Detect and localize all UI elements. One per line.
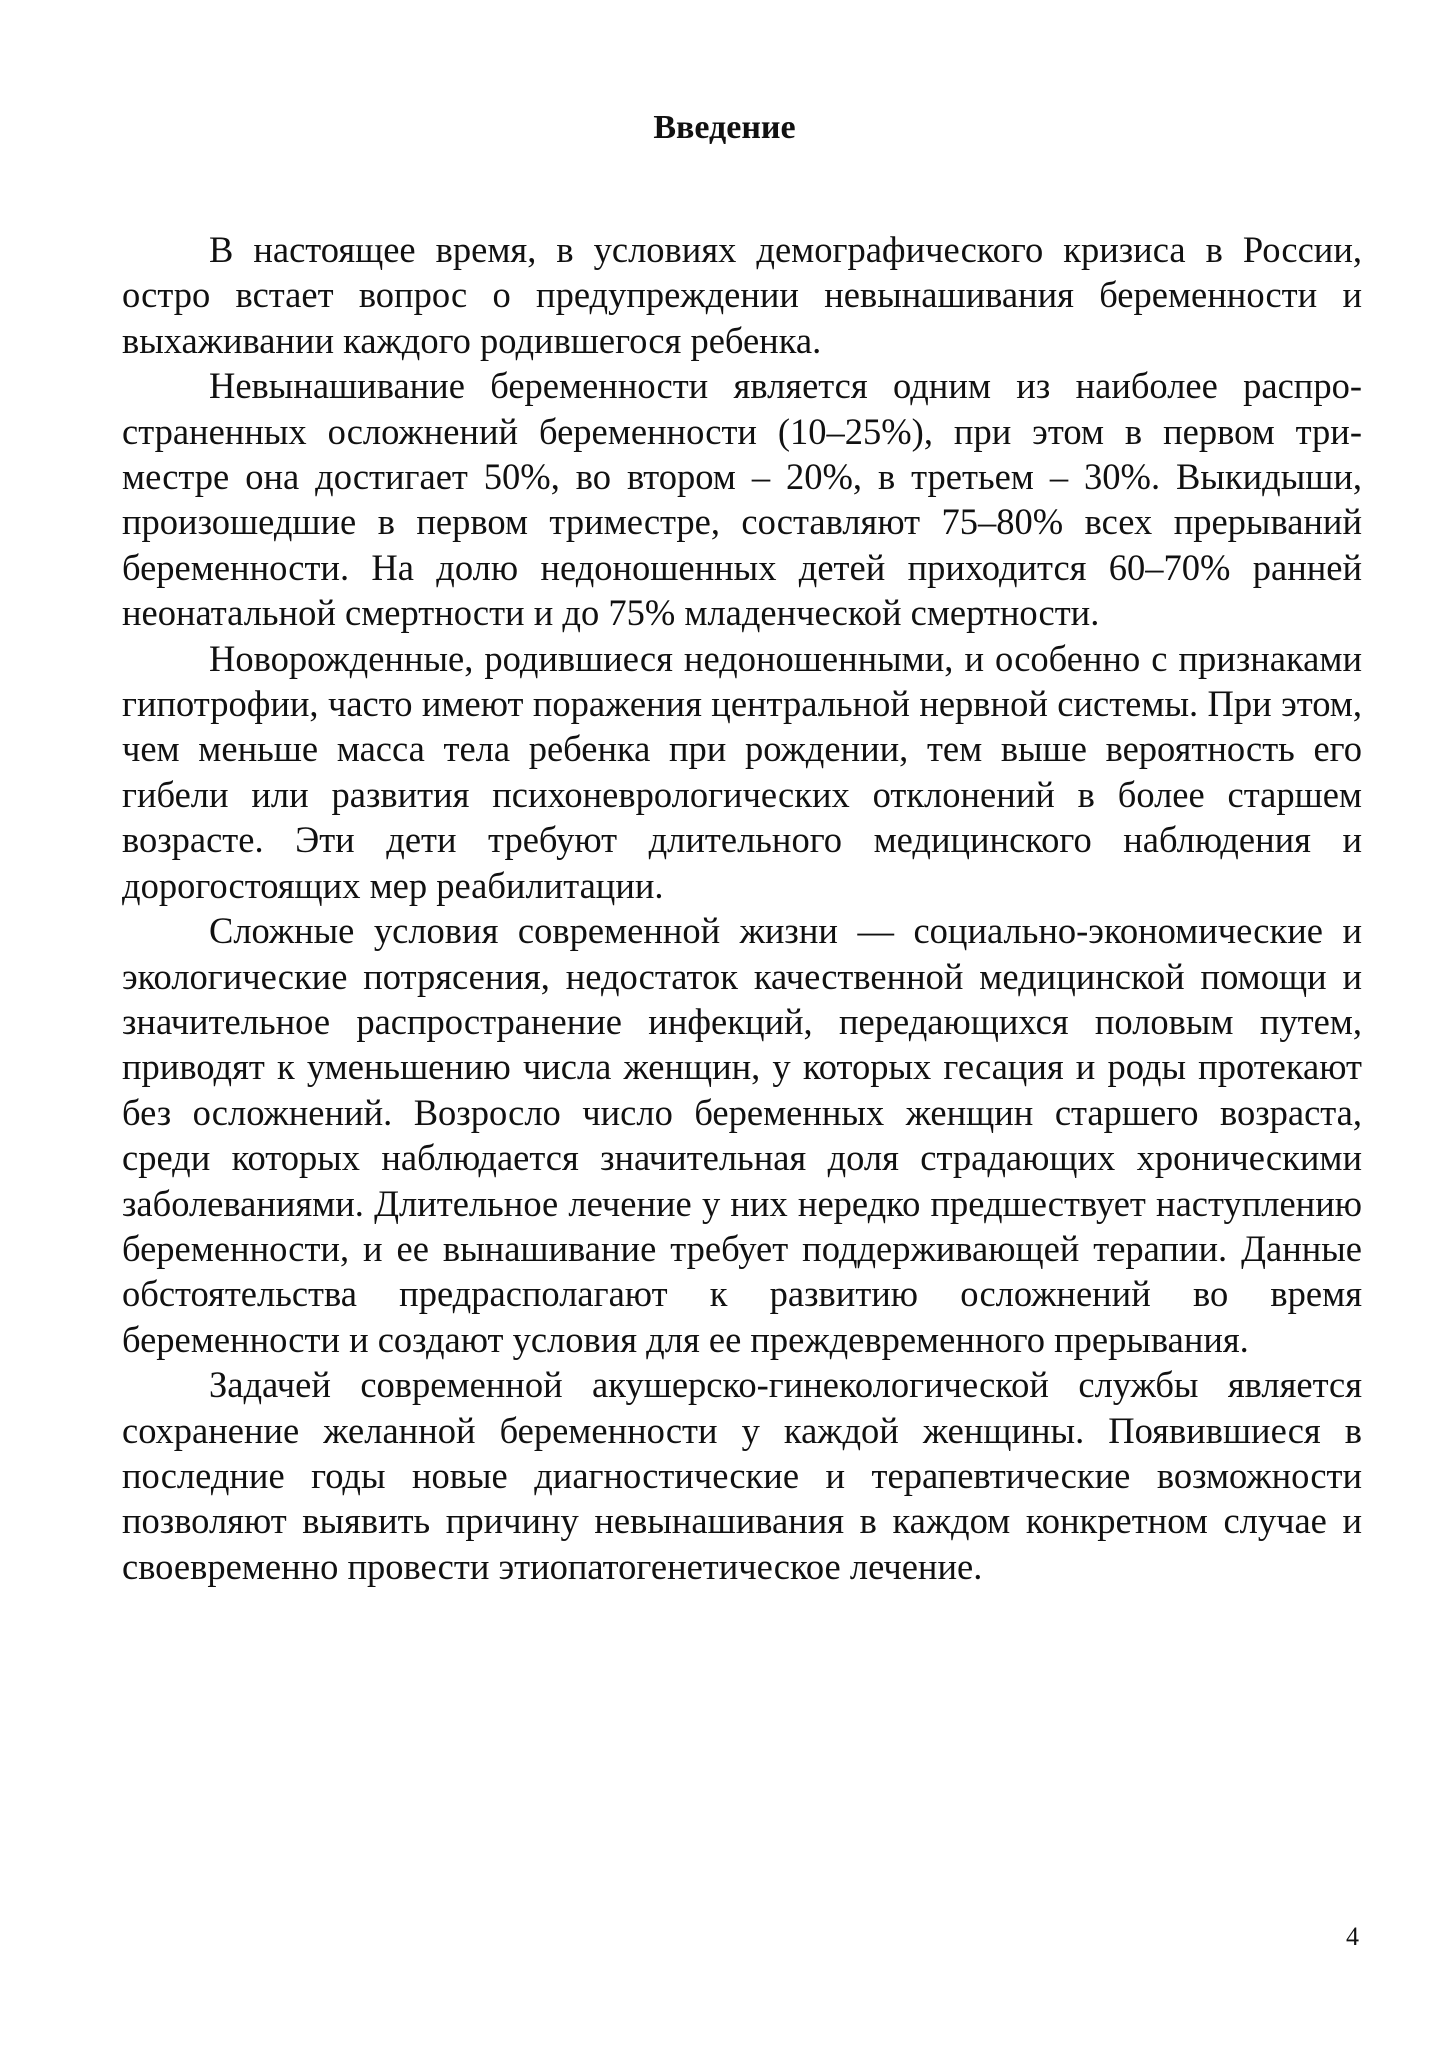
paragraph-3: Новорожденные, родившиеся недоношенными, и особенно с признаками гипотрофии, часто имеют поражения центральной нервной системы. При этом, чем меньше масса тела ребенка при рождении, тем выше вероятность его гибели или развития психоневрологических отклонений в более старшем возрасте. Эти дети требуют длительного медицинского наблюдения и дорогостоящих мер реабилитации. — [122, 637, 1362, 906]
page-title: Введение — [653, 109, 796, 146]
paragraph-2: Невынашивание беременности является одним из наиболее распространенных осложнений беременности (10–25%), при этом в первом триместре она достигает 50%, во втором – 20%, в третьем – 30%. Выкидыши, произошедшие в первом триместре, составляют 75–80% всех прерываний беременности. На долю недоношенных детей приходится 60–70% ранней неонатальной смертности и до 75% младенческой смертности. — [122, 365, 1362, 634]
paragraph-5: Задачей современной акушерско-гинекологической службы является сохранение желанной беременности у каждой женщины. Появившиеся в последние годы новые диагностические и терапевтические возможности позволяют выявить причину невынашивания в каждом конкретном случае и своевременно провести этиопатогенетическое лечение. — [122, 1364, 1362, 1587]
body-text — [122, 227, 1362, 1589]
paragraph-4: Сложные условия современной жизни — социально-экономические и экологические потрясения, недостаток качественной медицинской помощи и значительное распространение инфекций, передающихся половым путем, приводят к уменьшению числа женщин, у которых гесация и роды протекают без осложнений. Возросло число беременных женщин старшего возраста, среди которых наблюдается значительная доля страдающих хроническими заболеваниями. Длительное лечение у них нередко предшествует наступлению беременности, и ее вынашивание требует поддерживающей терапии. Данные обстоятельства предрасполагают к развитию осложнений во время беременности и создают условия для ее преждевременного прерывания. — [122, 910, 1362, 1360]
page-number: 4 — [1346, 1922, 1359, 1951]
paragraph-1: В настоящее время, в условиях демографического кризиса в России, остро встает вопрос о предупреждении невынашивания беременности и выхаживании каждого родившегося ребенка. — [122, 229, 1362, 361]
